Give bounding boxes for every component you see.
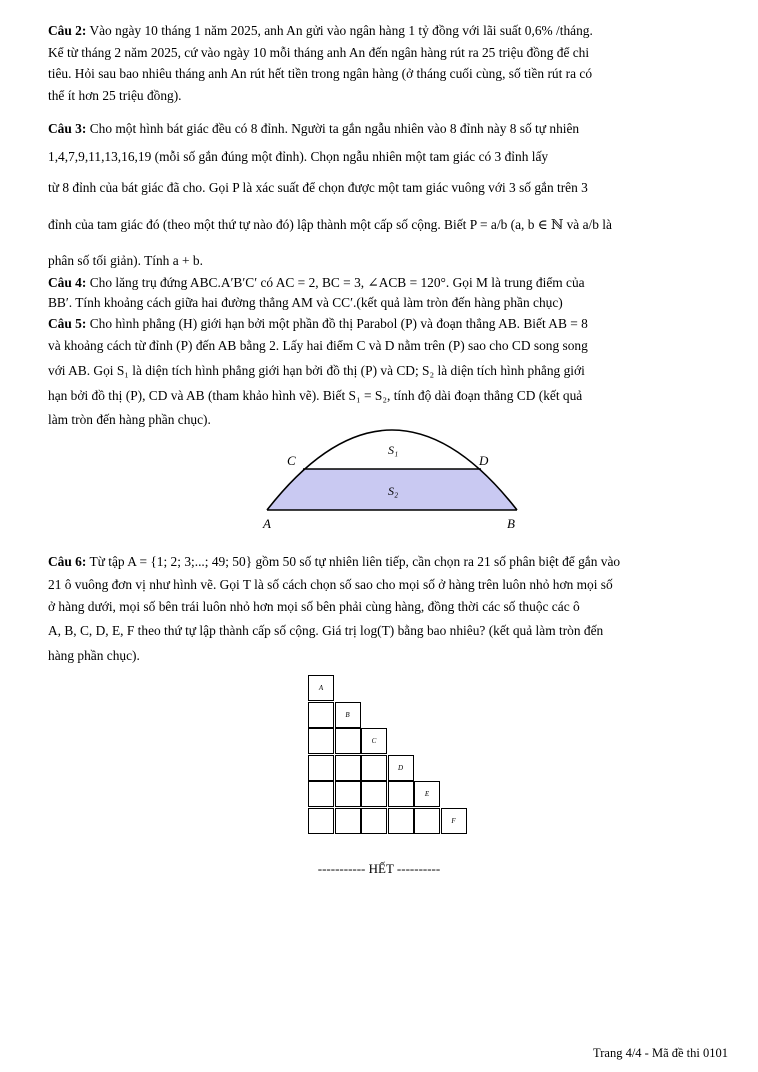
question-2 <box>48 20 730 106</box>
grid-cell <box>335 808 361 834</box>
grid-cell-b: B <box>335 702 361 728</box>
question-2-line-1: Câu 2: Vào ngày 10 tháng 1 năm 2025, anh An gửi vào ngân hàng 1 tỷ đồng với lãi suất 0,6% /tháng. <box>48 23 593 38</box>
question-2-label: Câu 2: <box>48 23 87 38</box>
question-3-line-1: Câu 3: Cho một hình bát giác đều có 8 đỉnh. Người ta gắn ngẫu nhiên vào 8 đỉnh này 8 số tự nhiên <box>48 121 580 136</box>
grid-cell <box>388 808 414 834</box>
question-2-line-2: Kể từ tháng 2 năm 2025, cứ vào ngày 10 mỗi tháng anh An đến ngân hàng rút ra 25 triệu đồng để chi <box>48 44 590 60</box>
grid-cell <box>335 728 361 754</box>
grid-cell-f: F <box>441 808 467 834</box>
grid-cell-c: C <box>361 728 387 754</box>
grid-cell <box>361 781 387 807</box>
label-d: D <box>479 453 489 468</box>
question-3-line-4: đỉnh của tam giác đó (theo một thứ tự nào đó) lập thành một cấp số cộng. Biết P = a/b (a, b ∈ ℕ và a/b là <box>48 217 612 232</box>
grid-cell <box>414 808 440 834</box>
parabola-figure <box>255 420 530 535</box>
question-3-line-3: từ 8 đỉnh của bát giác đã cho. Gọi P là xác suất để chọn được một tam giác vuông với 3 số gắn trên 3 <box>48 180 588 195</box>
question-3-label: Câu 3: <box>48 121 87 136</box>
question-5-line-2: và khoảng cách từ đỉnh (P) đến AB bằng 2. Lấy hai điểm C và D nằm trên (P) sao cho CD song song <box>48 338 588 353</box>
question-6 <box>48 550 730 668</box>
question-5-line-5: làm tròn đến hàng phần chục). <box>48 412 211 427</box>
question-6-label: Câu 6: <box>48 554 87 569</box>
question-5-line-3: với AB. Gọi S₁ là diện tích hình phẳng giới hạn bởi đồ thị (P) và CD; S₂ là diện tích hình phẳng giới <box>48 363 585 378</box>
question-6-line-5: hàng phần chục). <box>48 648 140 663</box>
question-5 <box>48 314 730 432</box>
label-b: B <box>507 516 515 531</box>
page-footer: Trang 4/4 - Mã đề thi 0101 <box>593 1046 728 1060</box>
question-3-line-2: 1,4,7,9,11,13,16,19 (mỗi số gắn đúng một đỉnh). Chọn ngẫu nhiên một tam giác có 3 đỉnh lấy <box>48 149 549 164</box>
question-4-line-1: Câu 4: Cho lăng trụ đứng ABC.A′B′C′ có AC = 2, BC = 3, ∠ACB = 120°. Gọi M là trung điểm của <box>48 275 585 290</box>
question-2-line-3: tiêu. Hỏi sau bao nhiêu tháng anh An rút hết tiền trong ngân hàng (ở tháng cuối cùng, số tiền rút ra có <box>48 66 593 81</box>
question-6-line-4: A, B, C, D, E, F theo thứ tự lập thành cấp số cộng. Giá trị log(T) bằng bao nhiêu? (kết quả làm tròn đến <box>48 623 604 638</box>
grid-cell <box>308 781 334 807</box>
grid-cell <box>388 781 414 807</box>
grid-cell <box>308 702 334 728</box>
grid-cell-e: E <box>414 781 440 807</box>
grid-cell <box>308 755 334 781</box>
question-4-line-2: BB′. Tính khoảng cách giữa hai đường thẳng AM và CC′.(kết quả làm tròn đến hàng phần chục) <box>48 295 563 310</box>
grid-cell <box>308 728 334 754</box>
label-s1: S₁ <box>388 443 399 457</box>
question-6-line-1: Câu 6: Từ tập A = {1; 2; 3;...; 49; 50} gồm 50 số tự nhiên liên tiếp, cần chọn ra 21 số phân biệt để gắn vào <box>48 554 621 569</box>
grid-cell <box>308 808 334 834</box>
question-5-line-4: hạn bởi đồ thị (P), CD và AB (tham khảo hình vẽ). Biết S₁ = S₂, tính độ dài đoạn thẳng CD (kết quả <box>48 388 583 403</box>
grid-cell <box>335 755 361 781</box>
question-3-line-5: phân số tối giản). Tính a + b. <box>48 253 203 268</box>
grid-cell-d: D <box>388 755 414 781</box>
label-c: C <box>287 453 296 468</box>
question-5-label: Câu 5: <box>48 316 87 331</box>
end-marker: ----------- HẾT ---------- <box>317 861 441 876</box>
grid-cell <box>335 781 361 807</box>
question-2-line-4: thể ít hơn 25 triệu đồng). <box>48 87 182 103</box>
question-5-line-1: Câu 5: Cho hình phẳng (H) giới hạn bởi một phần đồ thị Parabol (P) và đoạn thẳng AB. Biết AB = 8 <box>48 316 588 331</box>
label-s2: S₂ <box>388 484 399 498</box>
question-4 <box>48 273 730 313</box>
question-6-line-2: 21 ô vuông đơn vị như hình vẽ. Gọi T là số cách chọn số sao cho mọi số ở hàng trên luôn nhỏ hơn mọi số <box>48 577 613 592</box>
question-3 <box>48 117 730 275</box>
grid-cell <box>361 808 387 834</box>
label-a: A <box>263 516 271 531</box>
grid-cell-a: A <box>308 675 334 701</box>
grid-cell <box>361 755 387 781</box>
question-6-line-3: ở hàng dưới, mọi số bên trái luôn nhỏ hơn mọi số bên phải cùng hàng, đồng thời các số thuộc các ô <box>48 599 580 614</box>
question-4-label: Câu 4: <box>48 275 87 290</box>
